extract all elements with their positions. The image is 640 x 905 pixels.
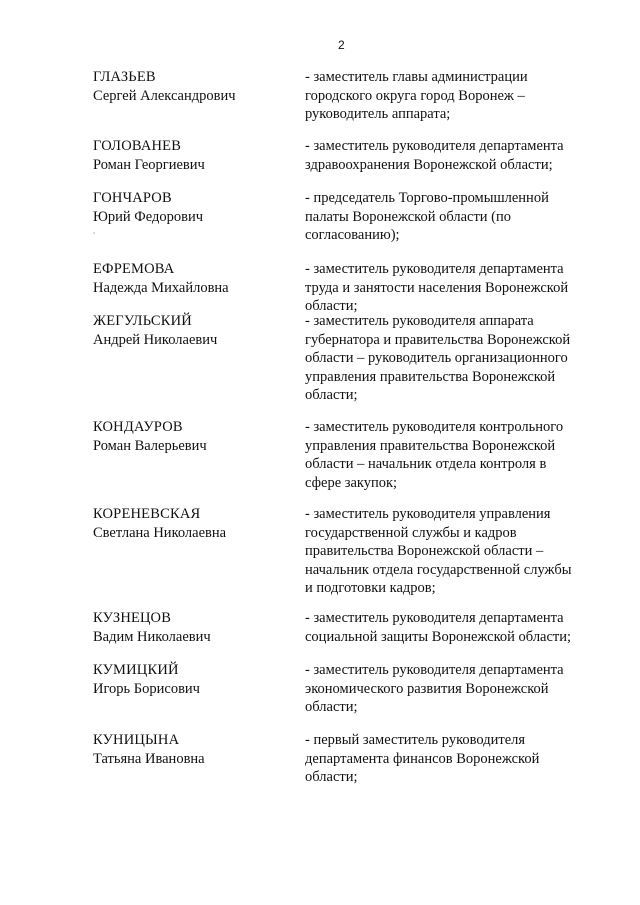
member-given-names: Татьяна Ивановна (93, 750, 205, 767)
member-position: - заместитель руководителя департамента труда и занятости населения Воронежской области; (305, 261, 569, 314)
member-surname: ГОНЧАРОВ (93, 190, 172, 206)
member-surname: КОРЕНЕВСКАЯ (93, 506, 201, 522)
member-surname: КУНИЦЫНА (93, 732, 180, 748)
member-entry (93, 312, 593, 403)
page-number: 2 (338, 38, 345, 52)
member-name (93, 505, 293, 542)
member-entry (93, 68, 593, 148)
member-name (93, 312, 293, 349)
member-surname: ГОЛОВАНЕВ (93, 138, 182, 154)
member-entry (93, 661, 593, 741)
member-given-names: Роман Валерьевич (93, 437, 207, 454)
member-name (93, 661, 293, 698)
member-name (93, 137, 293, 174)
member-given-names: Юрий Федорович (93, 208, 204, 225)
member-surname: КОНДАУРОВ (93, 419, 183, 435)
member-given-names: Андрей Николаевич (93, 331, 218, 348)
member-surname: ЕФРЕМОВА (93, 261, 175, 277)
member-name (93, 260, 293, 297)
member-entry (93, 731, 593, 811)
member-position: - заместитель руководителя контрольного управления правительства Воронежской области – начальник отдела контроля в сфере закупок; (305, 419, 564, 491)
member-position: - заместитель руководителя аппарата губернатора и правительства Воронежской области – руководитель организационного управления правительства Воронежской области; (305, 313, 571, 403)
member-surname: КУМИЦКИЙ (93, 662, 179, 678)
member-position: - председатель Торгово-промышленной палаты Воронежской области (по согласованию); (305, 190, 549, 243)
member-position: - заместитель руководителя департамента социальной защиты Воронежской области; (305, 610, 572, 645)
member-position: - заместитель руководителя департамента экономического развития Воронежской области; (305, 662, 564, 715)
member-given-names: Светлана Николаевна (93, 524, 227, 541)
member-given-names: Роман Георгиевич (93, 156, 205, 173)
member-position: - заместитель главы администрации городского округа город Воронеж – руководитель аппарата; (305, 69, 528, 122)
member-name (93, 418, 293, 455)
member-given-names: Надежда Михайловна (93, 279, 229, 296)
member-given-names: Игорь Борисович (93, 680, 200, 697)
member-given-names: Вадим Николаевич (93, 628, 211, 645)
member-position: - заместитель руководителя департамента здравоохранения Воронежской области; (305, 138, 564, 173)
member-surname: ГЛАЗЬЕВ (93, 69, 156, 85)
member-position: - заместитель руководителя управления государственной службы и кадров правительства Воронежской области – начальник отдела государственной службы и подготовки кадров; (305, 506, 572, 596)
member-position: - первый заместитель руководителя департамента финансов Воронежской области; (305, 732, 540, 785)
member-entry (93, 505, 593, 596)
member-given-names: Сергей Александрович (93, 87, 236, 104)
member-name (93, 68, 293, 105)
member-entry (93, 189, 593, 269)
member-surname: ЖЕГУЛЬСКИЙ (93, 313, 192, 329)
member-name (93, 609, 293, 646)
member-name (93, 731, 293, 768)
member-entry (93, 418, 593, 498)
member-surname: КУЗНЕЦОВ (93, 610, 172, 626)
member-name (93, 189, 293, 226)
